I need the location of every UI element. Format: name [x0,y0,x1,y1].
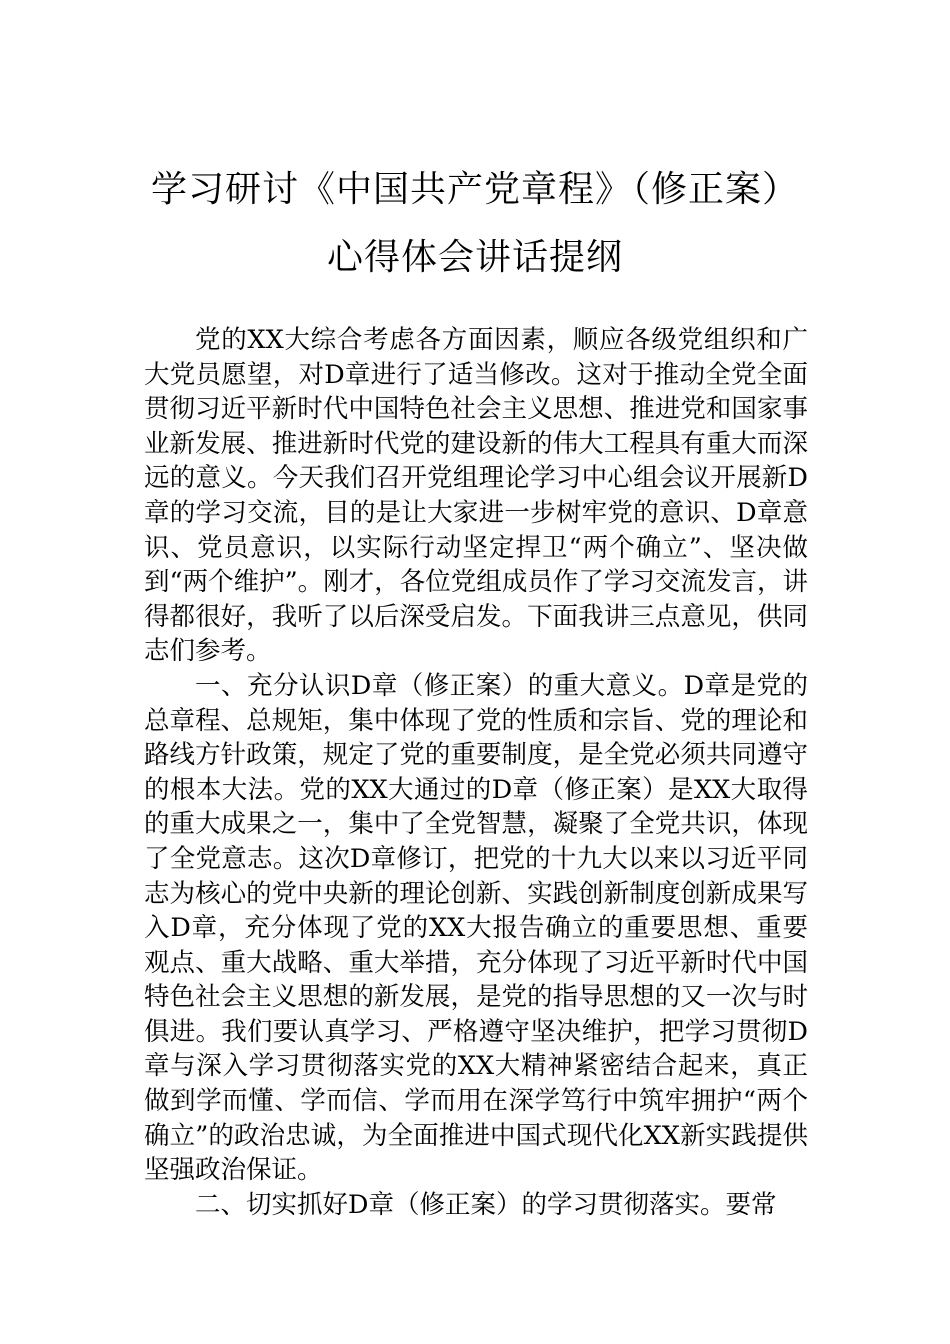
paragraph-section-two: 二、切实抓好D章（修正案）的学习贯彻落实。要常 [195,1189,777,1220]
paragraph-section-one: 一、充分认识D章（修正案）的重大意义。D章是党的总章程、总规矩，集中体现了党的性质和宗旨、党的理论和路线方针政策，规定了党的重要制度，是全党必须共同遵守的根本大法。党的XX大通过的D章（修正案）是XX大取得的重大成果之一，集中了全党智慧，凝聚了全党共识，体现了全党意志。这次D章修订，把党的十九大以来以习近平同志为核心的党中央新的理论创新、实践创新制度创新成果写入D章，充分体现了党的XX大报告确立的重要思想、重要观点、重大战略、重大举措，充分体现了习近平新时代中国特色社会主义思想的新发展，是党的指导思想的又一次与时俱进。我们要认真学习、严格遵守坚决维护，把学习贯彻D章与深入学习贯彻落实党的XX大精神紧密结合起来，真正做到学而懂、学而信、学而用在深学笃行中筑牢拥护“两个确立”的政治忠诚，为全面推进中国式现代化XX新实践提供坚强政治保证。 [144,670,808,1186]
paragraph-intro: 党的XX大综合考虑各方面因素，顺应各级党组织和广大党员愿望，对D章进行了适当修改。这对于推动全党全面贯彻习近平新时代中国特色社会主义思想、推进党和国家事业新发展、推进新时代党的建设新的伟大工程具有重大而深远的意义。今天我们召开党组理论学习中心组会议开展新D章的学习交流，目的是让大家进一步树牢党的意识、D章意识、党员意识，以实际行动坚定捍卫“两个确立”、坚决做到“两个维护”。刚才，各位党组成员作了学习交流发言，讲得都很好，我听了以后深受启发。下面我讲三点意见，供同志们参考。 [144,325,808,667]
document-title-line1: 学习研讨《中国共产党章程》（修正案） [150,169,799,210]
document-body [144,323,808,1222]
document-title-line2: 心得体会讲话提纲 [326,237,623,278]
